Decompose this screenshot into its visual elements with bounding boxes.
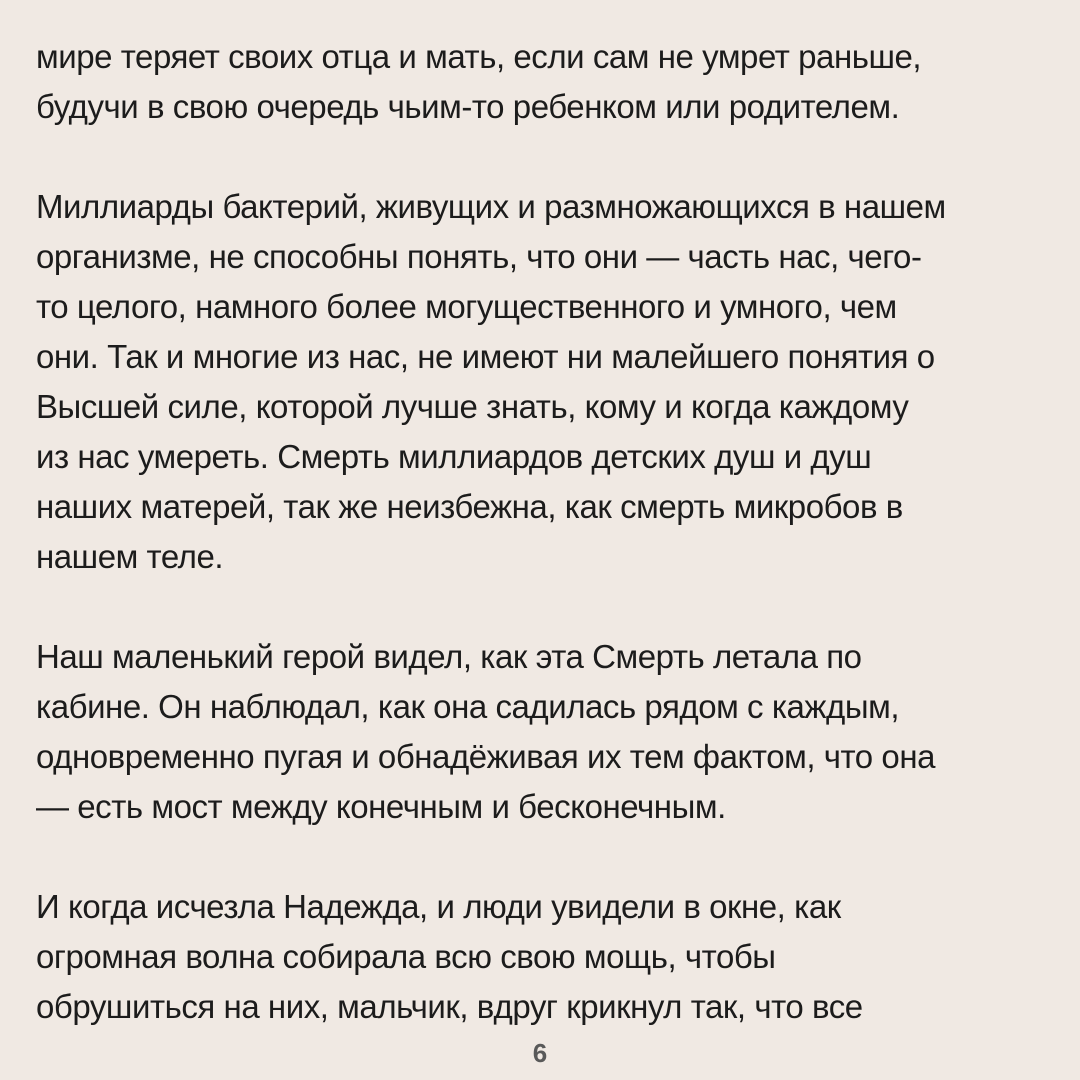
text-line: организме, не способны понять, что они — часть нас, чего- <box>36 238 922 275</box>
paragraph-1 <box>36 32 1066 132</box>
paragraph-2 <box>36 182 1066 582</box>
text-line: наших матерей, так же неизбежна, как смерть микробов в <box>36 488 903 525</box>
paragraph-4 <box>36 882 1066 1032</box>
text-line: Высшей силе, которой лучше знать, кому и когда каждому <box>36 388 909 425</box>
text-line: из нас умереть. Смерть миллиардов детских душ и душ <box>36 438 872 475</box>
page-number: 6 <box>532 1038 548 1068</box>
text-line: Миллиарды бактерий, живущих и размножающихся в нашем <box>36 188 946 225</box>
text-line: нашем теле. <box>36 538 224 575</box>
text-line: они. Так и многие из нас, не имеют ни малейшего понятия о <box>36 338 935 375</box>
text-line: то целого, намного более могущественного и умного, чем <box>36 288 897 325</box>
text-line: будучи в свою очередь чьим-то ребенком или родителем. <box>36 88 900 125</box>
paragraph-gap <box>36 582 1066 632</box>
text-line: Наш маленький герой видел, как эта Смерть летала по <box>36 638 862 675</box>
page-text <box>36 32 1066 1032</box>
paragraph-gap <box>36 832 1066 882</box>
text-line: обрушиться на них, мальчик, вдруг крикнул так, что все <box>36 988 863 1025</box>
text-line: — есть мост между конечным и бесконечным. <box>36 788 726 825</box>
text-line: мире теряет своих отца и мать, если сам не умрет раньше, <box>36 38 922 75</box>
paragraph-3 <box>36 632 1066 832</box>
text-line: одновременно пугая и обнадёживая их тем фактом, что она <box>36 738 936 775</box>
text-line: кабине. Он наблюдал, как она садилась рядом с каждым, <box>36 688 900 725</box>
text-line: И когда исчезла Надежда, и люди увидели в окне, как <box>36 888 841 925</box>
text-line: огромная волна собирала всю свою мощь, чтобы <box>36 938 776 975</box>
paragraph-gap <box>36 132 1066 182</box>
